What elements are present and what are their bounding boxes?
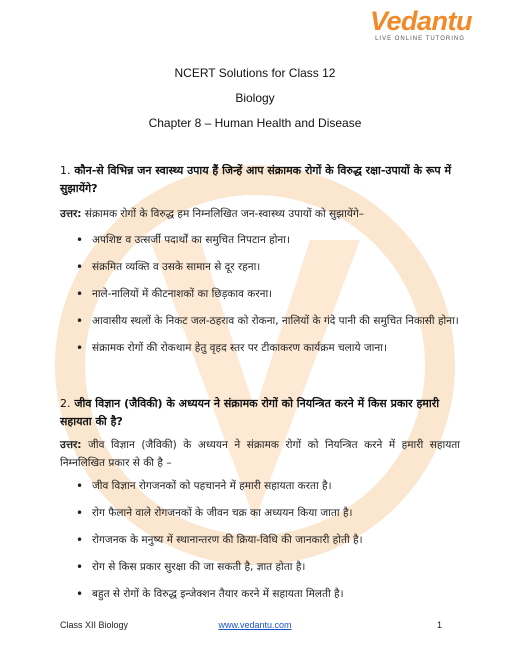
question-text: कौन-से विभिन्न जन स्वास्थ्य उपाय हैं जिन्हें आप संक्रामक रोगों के विरुद्ध रक्षा-उपायों के रूप में सुझायेंगे? bbox=[60, 164, 452, 195]
question-number: 2. bbox=[60, 397, 71, 410]
question-text: जीव विज्ञान (जैविकी) के अध्ययन ने संक्रामक रोगों को नियन्त्रित करने में किस प्रकार हमारी सहायता की है? bbox=[60, 397, 440, 428]
list-item: • बहुत से रोगों के विरुद्ध इन्जेक्शन तैयार करने में सहायता मिलती है। bbox=[76, 587, 344, 601]
list-item: • संक्रामक रोगों की रोकथाम हेतु वृहद स्तर पर टीकाकरण कार्यक्रम चलाये जाना। bbox=[76, 341, 387, 355]
question-2 bbox=[60, 395, 460, 431]
answer-label: उत्तर: bbox=[60, 439, 82, 451]
question-number: 1. bbox=[60, 164, 71, 177]
answer-1-points bbox=[76, 232, 466, 367]
logo-tagline: LIVE ONLINE TUTORING bbox=[375, 36, 465, 42]
answer-2-intro bbox=[60, 436, 460, 472]
list-item: • रोग फैलाने वाले रोगजनकों के जीवन चक्र का अध्ययन किया जाता है। bbox=[76, 506, 353, 520]
list-item: • रोग से किस प्रकार सुरक्षा की जा सकती है, ज्ञात होता है। bbox=[76, 560, 306, 574]
list-item: • जीव विज्ञान रोगजनकों को पहचानने में हमारी सहायता करता है। bbox=[76, 479, 332, 493]
answer-text: जीव विज्ञान (जैविकी) के अध्ययन ने संक्रामक रोगों को नियन्त्रित करने में हमारी सहायता निम्नलिखित प्रकार से की है – bbox=[60, 439, 460, 469]
doc-chapter: Chapter 8 – Human Health and Disease bbox=[148, 116, 362, 130]
vedantu-logo bbox=[370, 6, 473, 42]
page-footer bbox=[0, 620, 510, 634]
list-item: • नाले-नालियों में कीटनाशकों का छिड़काव करना। bbox=[76, 287, 273, 301]
footer-website-link[interactable]: www.vedantu.com bbox=[218, 620, 292, 630]
answer-text: संक्रामक रोगों के विरुद्ध हम निम्नलिखित जन-स्वास्थ्य उपायों को सुझायेंगे– bbox=[84, 208, 365, 220]
footer-class-label: Class XII Biology bbox=[60, 620, 129, 630]
doc-subject: Biology bbox=[235, 91, 275, 105]
question-1 bbox=[60, 162, 460, 198]
logo-wordmark: Vedantu bbox=[370, 6, 473, 36]
doc-title: NCERT Solutions for Class 12 bbox=[174, 66, 336, 80]
list-item: • संक्रमित व्यक्ति व उसके सामान से दूर रहना। bbox=[76, 260, 261, 274]
list-item: • अपशिष्ट व उत्सर्जी पदार्थों का समुचित निपटान होना। bbox=[76, 233, 290, 247]
answer-label: उत्तर: bbox=[60, 208, 82, 220]
list-item: • रोगजनक के मनुष्य में स्थानान्तरण की क्रिया-विधि की जानकारी होती है। bbox=[76, 533, 363, 547]
answer-1-intro bbox=[60, 205, 460, 223]
answer-2-points bbox=[76, 478, 466, 613]
list-item: • आवासीय स्थलों के निकट जल-ठहराव को रोकना, नालियों के गंदे पानी की समुचित निकासी होना। bbox=[76, 314, 459, 328]
page-number: 1 bbox=[436, 620, 442, 630]
